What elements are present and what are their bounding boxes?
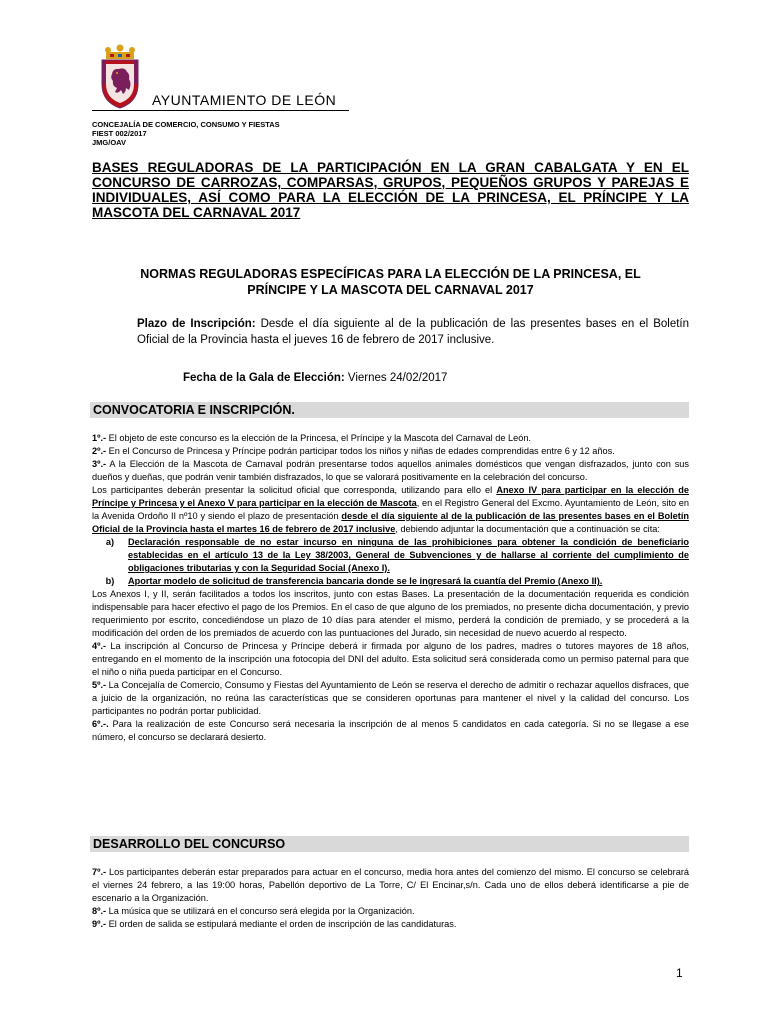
paragraph-annexes: Los Anexos I, y II, serán facilitados a todos los inscritos, junto con estas Bases. La presentación de la documentación requerida es condición indispensable para hacer efectivo el pago de los Premios. En el caso de que alguno de los premiados, no presente dicha documentación, y previo requerimiento por escrito, concediéndose un plazo de 10 días para atender el mismo, perderá la condición de premiado, y se procederá a la modificación del orden de los premiados de acuerdo con las puntuaciones del Jurado, sin necesidad de nuevo acuerdo al respecto. — [92, 589, 689, 638]
registration-period — [137, 316, 689, 348]
paragraph-9: 9º.- El orden de salida se estipulará mediante el orden de inscripción de las candidaturas. — [92, 919, 457, 929]
subtitle-line-2: PRÍNCIPE Y LA MASCOTA DEL CARNAVAL 2017 — [247, 283, 534, 297]
document-subtitle — [92, 266, 689, 298]
paragraph-3: 3º.- A la Elección de la Mascota de Carnaval podrán presentarse todos aquellos animales domésticos que vengan disfrazados, junto con sus dueños y dueñas, que podrán venir también disfrazados, lo que se valorará positivamente en la celebración del concurso. — [92, 459, 689, 482]
department-line: CONCEJALÍA DE COMERCIO, CONSUMO Y FIESTAS — [92, 120, 280, 129]
organization-name: AYUNTAMIENTO DE LEÓN — [152, 92, 337, 108]
list-item-b: b) Aportar modelo de solicitud de transferencia bancaria donde se le ingresará la cuantía del Premio (Anexo II). — [105, 576, 603, 586]
section-body-desarrollo — [92, 866, 689, 931]
subtitle-line-1: NORMAS REGULADORAS ESPECÍFICAS PARA LA ELECCIÓN DE LA PRINCESA, EL — [140, 267, 641, 281]
page-number: 1 — [676, 966, 683, 980]
paragraph-1: 1º.- El objeto de este concurso es la elección de la Princesa, el Príncipe y la Mascota del Carnaval de León. — [92, 433, 531, 443]
list-item-a: a) Declaración responsable de no estar incurso en ninguna de las prohibiciones para obtener la condición de beneficiario establecidas en el artículo 13 de la Ley 38/2003, General de Subvenciones y de hallarse al corriente del cumplimiento de obligaciones tributarias y con la Seguridad Social (Anexo I). — [105, 537, 689, 573]
gala-date-value: Viernes 24/02/2017 — [344, 372, 448, 384]
paragraph-5: 5º.- La Concejalía de Comercio, Consumo y Fiestas del Ayuntamiento de León se reserva el derecho de admitir o rechazar aquellos disfraces, que a juicio de la organización, no reúna las características que se consideren oportunas para mantener el nivel y la calidad del concurso. Los participantes no podrán portar publicidad. — [92, 680, 689, 716]
document-title: BASES REGULADORAS DE LA PARTICIPACIÓN EN LA GRAN CABALGATA Y EN EL CONCURSO DE CARROZAS, COMPARSAS, GRUPOS, PEQUEÑOS GRUPOS Y PAREJAS E INDIVIDUALES, ASÍ COMO PARA LA ELECCIÓN DE LA PRINCESA, EL PRÍNCIPE Y LA MASCOTA DEL CARNAVAL 2017 — [92, 160, 689, 220]
file-number-line: FIEST 002/2017 — [92, 129, 147, 138]
gala-date-label: Fecha de la Gala de Elección: — [183, 372, 345, 384]
section-body-convocatoria — [92, 432, 689, 744]
registration-period-text: Desde el día siguiente al de la publicación de las presentes bases en el Boletín Oficial de la Provincia hasta el jueves 16 de febrero de 2017 inclusive. — [137, 318, 689, 346]
header-rule — [92, 110, 349, 111]
section-heading-convocatoria: CONVOCATORIA E INSCRIPCIÓN. — [90, 402, 689, 418]
initials-line: JMG/OAV — [92, 138, 127, 147]
paragraph-4: 4º.- La inscripción al Concurso de Princesa y Príncipe deberá ir firmada por alguno de los padres, madres o tutores mayores de 18 años, entregando en el momento de la inscripción una fotocopia del DNI del adulto. Esta solicitud será considerada como un permiso paternal para que el niño o niña pueda participar en el Concurso. — [92, 641, 689, 677]
paragraph-6: 6º.-. Para la realización de este Concurso será necesaria la inscripción de al menos 5 candidatos en cada categoría. Si no se llegase a ese número, el concurso se declarará desierto. — [92, 719, 689, 742]
paragraph-7: 7º.- Los participantes deberán estar preparados para actuar en el concurso, media hora antes del comienzo del mismo. El concurso se celebrará el viernes 24 febrero, a las 19:00 horas, Pabellón deportivo de La Torre, C/ El Encinar,s/n. Cada uno de ellos deberá identificarse a pie de escenario a la Organización. — [92, 867, 689, 903]
registration-period-label: Plazo de Inscripción: — [137, 318, 256, 330]
gala-date — [183, 372, 447, 384]
document-reference — [92, 120, 280, 147]
section-heading-desarrollo: DESARROLLO DEL CONCURSO — [90, 836, 689, 852]
paragraph-8: 8º.- La música que se utilizará en el concurso será elegida por la Organización. — [92, 906, 415, 916]
paragraph-submission: Los participantes deberán presentar la solicitud oficial que corresponda, utilizando para ello el Anexo IV para participar en la elección de Príncipe y Princesa y el Anexo V para participar en la elección de Mascota, en el Registro General del Excmo. Ayuntamiento de León, sito en la Avenida Ordoño II nº10 y siendo el plazo de presentación desde el día siguiente al de la publicación de las presentes bases en el Boletín Oficial de la Provincia hasta el martes 16 de febrero de 2017 inclusive, debiendo adjuntar la documentación que a continuación se cita: — [92, 485, 689, 534]
paragraph-2: 2º.- En el Concurso de Princesa y Príncipe podrán participar todos los niños y niñas de edades comprendidas entre 6 y 12 años. — [92, 446, 615, 456]
coat-of-arms-icon — [96, 44, 144, 110]
